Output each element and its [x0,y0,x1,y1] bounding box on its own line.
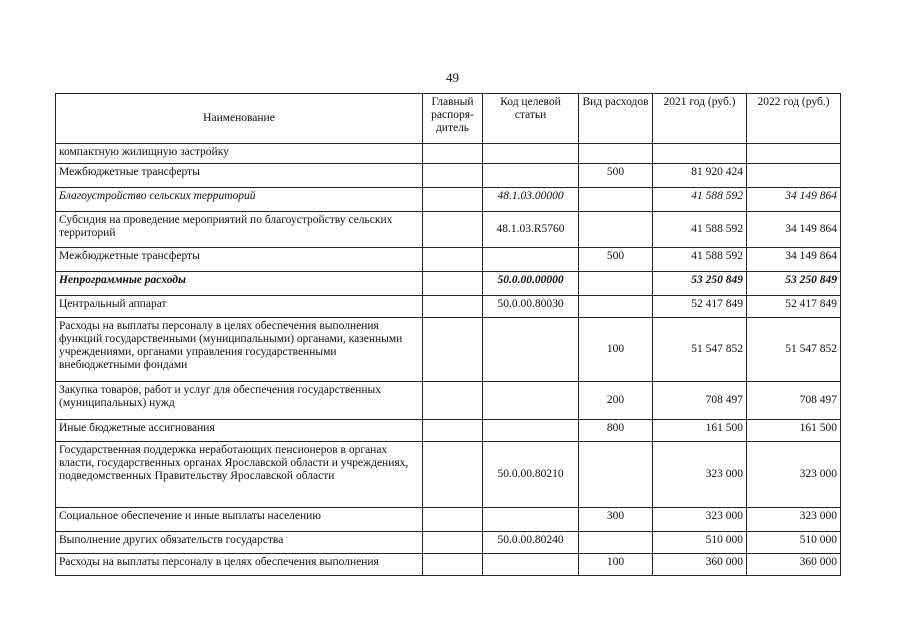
row-name: Межбюджетные трансферты [56,248,423,272]
row-glavny [423,272,483,296]
row-2022: 52 417 849 [747,296,841,318]
row-2022: 360 000 [747,554,841,576]
row-glavny [423,318,483,382]
row-name: Расходы на выплаты персоналу в целях обеспечения выполнения функций государственными (муниципальными) органами, казенными учреждениями, органами управления государственными внебюджетными фондами [56,318,423,382]
header-name: Наименование [56,94,423,144]
row-name: Иные бюджетные ассигнования [56,420,423,442]
row-kod: 48.1.03.R5760 [483,212,579,248]
row-2021: 41 588 592 [653,248,747,272]
row-vid [579,532,653,554]
table-row [56,248,841,272]
header-row [56,94,841,144]
row-2021: 52 417 849 [653,296,747,318]
row-2022 [747,164,841,188]
row-vid: 500 [579,164,653,188]
row-glavny [423,212,483,248]
row-2022: 34 149 864 [747,248,841,272]
table-row [56,318,841,382]
row-vid: 500 [579,248,653,272]
row-2021: 161 500 [653,420,747,442]
page-number: 49 [446,70,459,85]
row-vid: 100 [579,318,653,382]
row-vid [579,272,653,296]
table-row [56,272,841,296]
row-glavny [423,296,483,318]
table-row [56,212,841,248]
row-name: Государственная поддержка неработающих пенсионеров в органах власти, государственных органах Ярославской области и учреждениях, подведомственных Правительству Ярославской области [56,442,423,508]
row-kod [483,248,579,272]
header-vid: Вид расходов [579,94,653,144]
row-glavny [423,144,483,164]
row-2021: 323 000 [653,508,747,532]
row-2022: 53 250 849 [747,272,841,296]
header-2021: 2021 год (руб.) [653,94,747,144]
row-name: Благоустройство сельских территорий [56,188,423,212]
header-kod: Код целевой статьи [483,94,579,144]
row-glavny [423,554,483,576]
table-row [56,144,841,164]
table-row [56,508,841,532]
row-2021: 708 497 [653,382,747,420]
row-glavny [423,248,483,272]
row-vid: 800 [579,420,653,442]
row-2022: 34 149 864 [747,188,841,212]
row-glavny [423,164,483,188]
row-kod: 50.0.00.80210 [483,442,579,508]
budget-table [55,93,841,576]
row-vid: 300 [579,508,653,532]
row-2021: 510 000 [653,532,747,554]
row-2022: 708 497 [747,382,841,420]
table-row [56,164,841,188]
row-kod [483,554,579,576]
row-2022: 51 547 852 [747,318,841,382]
row-name: Субсидия на проведение мероприятий по благоустройству сельских территорий [56,212,423,248]
row-kod [483,164,579,188]
header-2022: 2022 год (руб.) [747,94,841,144]
row-glavny [423,188,483,212]
table-row [56,442,841,508]
row-name: Межбюджетные трансферты [56,164,423,188]
row-kod [483,508,579,532]
row-name: Социальное обеспечение и иные выплаты населению [56,508,423,532]
row-2022: 161 500 [747,420,841,442]
row-vid [579,212,653,248]
table-row [56,532,841,554]
row-vid [579,144,653,164]
row-name: Закупка товаров, работ и услуг для обеспечения государственных (муниципальных) нужд [56,382,423,420]
row-kod: 50.0.00.80030 [483,296,579,318]
row-glavny [423,442,483,508]
row-kod: 50.0.00.00000 [483,272,579,296]
row-2021 [653,144,747,164]
table-row [56,382,841,420]
row-vid [579,296,653,318]
row-2021: 323 000 [653,442,747,508]
row-2022: 34 149 864 [747,212,841,248]
row-2022 [747,144,841,164]
row-2021: 51 547 852 [653,318,747,382]
row-glavny [423,532,483,554]
row-name: Расходы на выплаты персоналу в целях обеспечения выполнения [56,554,423,576]
row-2021: 41 588 592 [653,212,747,248]
header-glavny: Главный распоря- дитель [423,94,483,144]
row-kod [483,420,579,442]
row-kod [483,318,579,382]
row-kod [483,382,579,420]
row-name: Центральный аппарат [56,296,423,318]
table-row [56,188,841,212]
table-row [56,554,841,576]
row-2021: 41 588 592 [653,188,747,212]
row-vid: 200 [579,382,653,420]
row-vid [579,442,653,508]
row-2021: 81 920 424 [653,164,747,188]
table-body [56,144,841,576]
row-glavny [423,382,483,420]
row-glavny [423,420,483,442]
row-vid: 100 [579,554,653,576]
row-name: компактную жилищную застройку [56,144,423,164]
row-2022: 323 000 [747,442,841,508]
row-2022: 510 000 [747,532,841,554]
row-2021: 360 000 [653,554,747,576]
row-kod: 50.0.00.80240 [483,532,579,554]
row-glavny [423,508,483,532]
table-row [56,296,841,318]
row-2021: 53 250 849 [653,272,747,296]
row-vid [579,188,653,212]
table-row [56,420,841,442]
row-name: Выполнение других обязательств государства [56,532,423,554]
row-kod: 48.1.03.00000 [483,188,579,212]
row-2022: 323 000 [747,508,841,532]
row-name: Непрограммные расходы [56,272,423,296]
row-kod [483,144,579,164]
